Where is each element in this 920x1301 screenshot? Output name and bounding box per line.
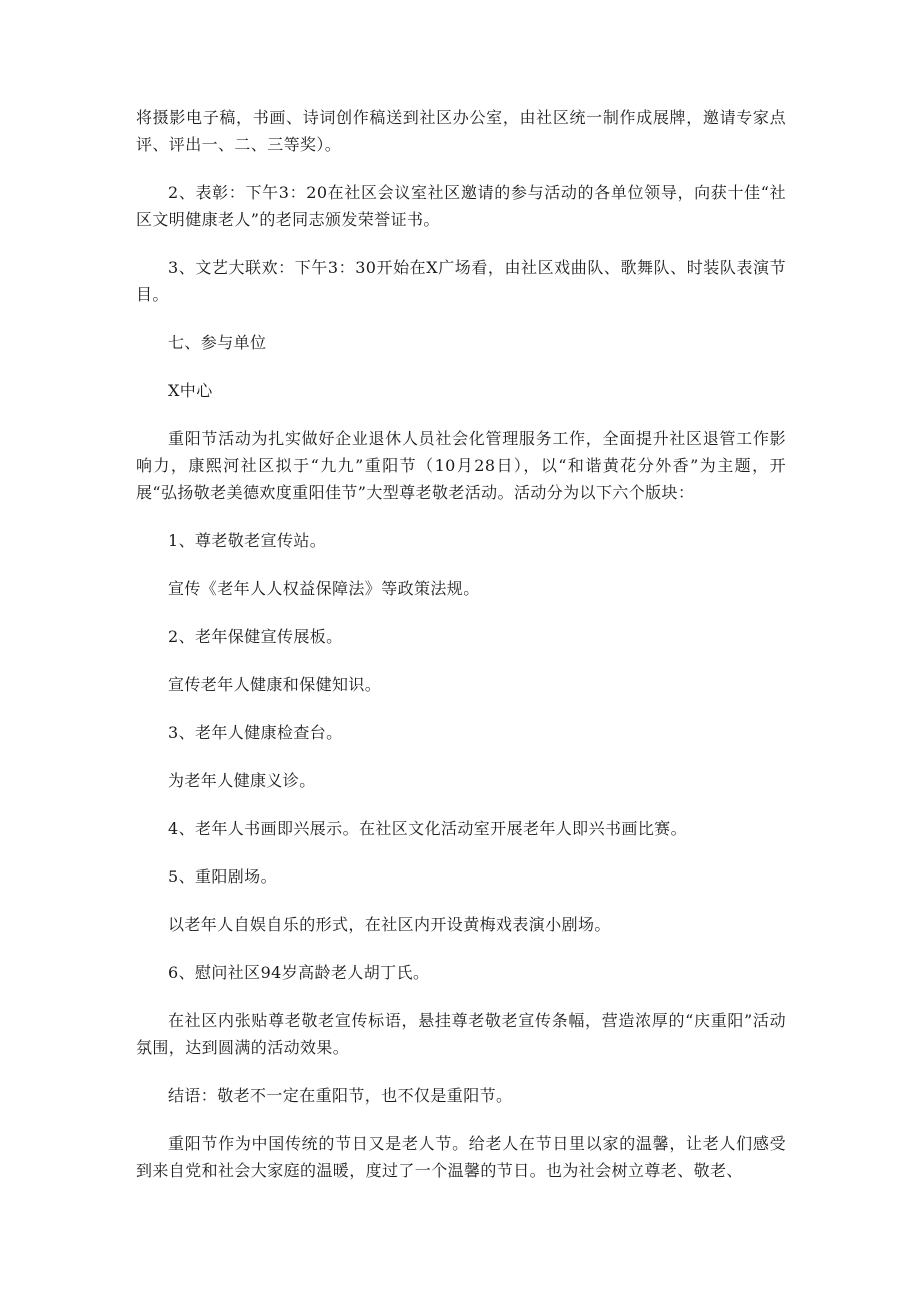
paragraph-atmosphere: 在社区内张贴尊老敬老宣传标语，悬挂尊老敬老宣传条幅，营造浓厚的“庆重阳”活动氛围，达到圆满的活动效果。 [136, 1011, 786, 1057]
section-heading-participants: 七、参与单位 [168, 333, 267, 352]
paragraph-activity-intro: 重阳节活动为扎实做好企业退休人员社会化管理服务工作，全面提升社区退管工作影响力，康熙河社区拟于“九九”重阳节（10月28日），以“和谐黄花分外香”为主题，开展“弘扬敬老美德欢度重阳佳节”大型尊老敬老活动。活动分为以下六个版块： [136, 429, 786, 502]
paragraph-award-submission: 将摄影电子稿，书画、诗词创作稿送到社区办公室，由社区统一制作成展牌，邀请专家点评、评出一、二、三等奖）。 [136, 108, 786, 154]
paragraph-commendation: 2、表彰：下午3：20在社区会议室社区邀请的参与活动的各单位领导，向获十佳“社区文明健康老人”的老同志颁发荣誉证书。 [136, 183, 786, 229]
list-item-2-title: 2、老年保健宣传展板。 [168, 627, 343, 646]
list-item-3-title: 3、老年人健康检查台。 [168, 723, 343, 742]
list-item-5-desc: 以老年人自娱自乐的形式，在社区内开设黄梅戏表演小剧场。 [168, 915, 611, 934]
list-item-5-title: 5、重阳剧场。 [168, 867, 277, 886]
list-item-2-desc: 宣传老年人健康和保健知识。 [168, 675, 382, 694]
paragraph-conclusion: 结语：敬老不一定在重阳节，也不仅是重阳节。 [168, 1086, 513, 1105]
document-page [136, 104, 786, 1184]
list-item-6: 6、慰问社区94岁高龄老人胡丁氏。 [168, 963, 430, 982]
paragraph-art-gala: 3、文艺大联欢：下午3：30开始在X广场看，由社区戏曲队、歌舞队、时装队表演节目。 [136, 258, 786, 304]
paragraph-closing: 重阳节作为中国传统的节日又是老人节。给老人在节日里以家的温馨，让老人们感受到来自党和社会大家庭的温暖，度过了一个温馨的节日。也为社会树立尊老、敬老、 [136, 1134, 786, 1180]
list-item-3-desc: 为老年人健康义诊。 [168, 771, 316, 790]
list-item-4: 4、老年人书画即兴展示。在社区文化活动室开展老年人即兴书画比赛。 [168, 819, 687, 838]
participant-unit: X中心 [168, 381, 213, 400]
list-item-1-title: 1、尊老敬老宣传站。 [168, 531, 327, 550]
list-item-1-desc: 宣传《老年人人权益保障法》等政策法规。 [168, 579, 480, 598]
